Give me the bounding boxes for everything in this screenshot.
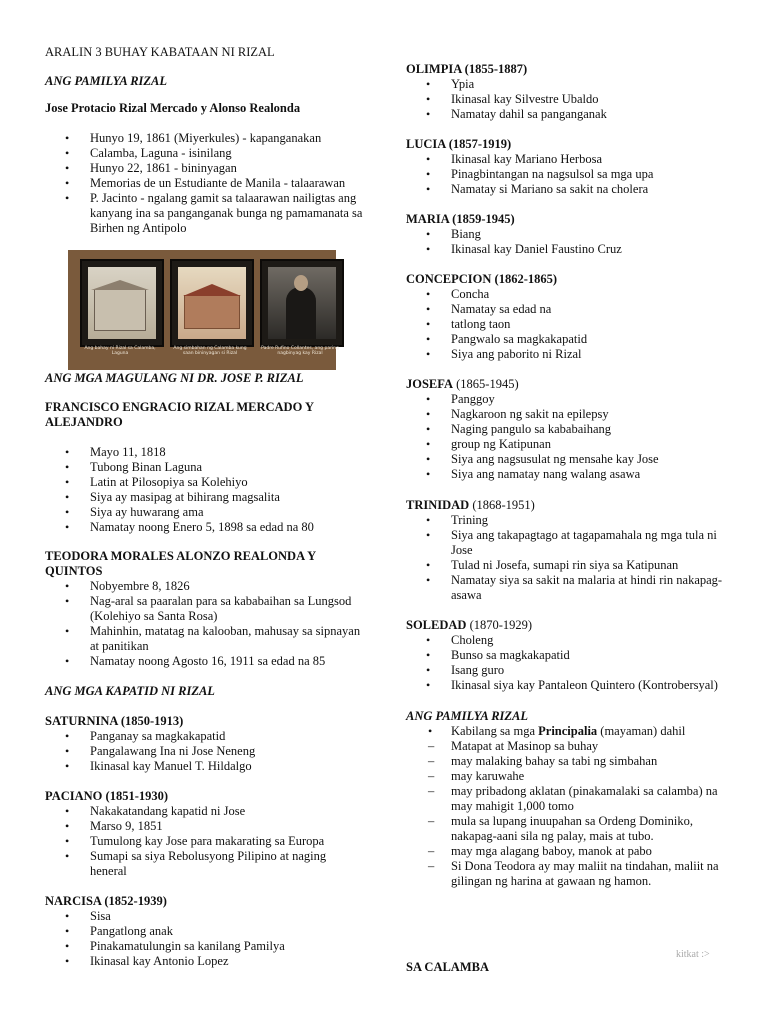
sibling-name: SATURNINA (1850-1913) xyxy=(45,714,184,728)
list-item: • Ikinasal kay Antonio Lopez xyxy=(45,954,365,969)
trinidad-list xyxy=(406,513,726,603)
sibling-years: (1868-1951) xyxy=(472,498,535,512)
list-item: • Hunyo 22, 1861 - bininyagan xyxy=(45,161,365,176)
list-item: • Latin at Pilosopiya sa Kolehiyo xyxy=(45,475,365,490)
list-item: • Siya ang paborito ni Rizal xyxy=(406,347,726,362)
list-item: • Nakakatandang kapatid ni Jose xyxy=(45,804,365,819)
father-name: FRANCISCO ENGRACIO RIZAL MERCADO Y ALEJANDRO xyxy=(45,400,314,429)
list-item: • Ypia xyxy=(406,77,726,92)
sibling-name: TRINIDAD xyxy=(406,498,470,512)
list-item: • Bunso sa magkakapatid xyxy=(406,648,726,663)
list-item: • Tubong Binan Laguna xyxy=(45,460,365,475)
saturnina-list xyxy=(45,729,365,774)
list-item: – may mga alagang baboy, manok at pabo xyxy=(406,844,726,859)
maria-list xyxy=(406,227,726,257)
photo-strip xyxy=(68,250,339,370)
list-item: • Pinagbintangan na nagsulsol sa mga upa xyxy=(406,167,726,182)
list-item: • Panganay sa magkakapatid xyxy=(45,729,365,744)
list-item: • Siya ang namatay nang walang asawa xyxy=(406,467,726,482)
sibling-name: NARCISA (1852-1939) xyxy=(45,894,167,908)
list-item: • Namatay noong Agosto 16, 1911 sa edad na 85 xyxy=(45,654,365,669)
list-item: • Tulad ni Josefa, sumapi rin siya sa Katipunan xyxy=(406,558,726,573)
list-item: • Sumapi sa siya Rebolusyong Pilipino at naging heneral xyxy=(45,849,365,879)
calamba-church-photo xyxy=(170,259,254,347)
list-item: • Trining xyxy=(406,513,726,528)
list-item: • Panggoy xyxy=(406,392,726,407)
list-item: • Pangalawang Ina ni Jose Neneng xyxy=(45,744,365,759)
photo-caption: Ang bahay ni Rizal sa Calamba, Laguna xyxy=(84,346,156,356)
list-item: • Namatay dahil sa panganganak xyxy=(406,107,726,122)
mother-list xyxy=(45,579,365,669)
mother-name: TEODORA MORALES ALONZO REALONDA Y QUINTOS xyxy=(45,549,316,578)
list-item: – Si Dona Teodora ay may maliit na tindahan, maliit na gilingan ng harina at gawaan ng hamon. xyxy=(406,859,726,889)
list-item: • Siya ang nagsusulat ng mensahe kay Jose xyxy=(406,452,726,467)
olimpia-list xyxy=(406,77,726,122)
list-item: • Nobyembre 8, 1826 xyxy=(45,579,365,594)
parents-heading: ANG MGA MAGULANG NI DR. JOSE P. RIZAL xyxy=(45,371,304,385)
list-item: • Kabilang sa mga Principalia (mayaman) dahil xyxy=(406,724,726,739)
list-item: – may malaking bahay sa tabi ng simbahan xyxy=(406,754,726,769)
list-item: • Ikinasal kay Silvestre Ubaldo xyxy=(406,92,726,107)
list-item: • P. Jacinto - ngalang gamit sa talaarawan nailigtas ang kanyang ina sa panganganak bunga ng pamamanata sa Birhen ng Antipolo xyxy=(45,191,365,236)
sibling-header xyxy=(406,377,726,392)
sibling-name: OLIMPIA (1855-1887) xyxy=(406,62,528,76)
list-item: • Siya ay masipag at bihirang magsalita xyxy=(45,490,365,505)
list-item: • Mahinhin, matatag na kalooban, mahusay sa sipnayan at panitikan xyxy=(45,624,365,654)
family-heading: ANG PAMILYA RIZAL xyxy=(406,709,529,723)
list-item: • Nagkaroon ng sakit na epilepsy xyxy=(406,407,726,422)
photo-caption: Ang simbahan ng Calamba kung saan bininyagan si Rizal xyxy=(173,346,247,356)
list-item: • Naging pangulo sa kababaihang xyxy=(406,422,726,437)
list-item: • Nag-aral sa paaralan para sa kababaihan sa Lungsod (Kolehiyo sa Santa Rosa) xyxy=(45,594,365,624)
sibling-name: CONCEPCION (1862-1865) xyxy=(406,272,558,286)
list-item: • Hunyo 19, 1861 (Miyerkules) - kapanganakan xyxy=(45,131,365,146)
sibling-name: PACIANO (1851-1930) xyxy=(45,789,169,803)
family-heading: ANG PAMILYA RIZAL xyxy=(45,74,168,88)
list-item: • Namatay sa edad na xyxy=(406,302,726,317)
list-item: • Ikinasal kay Mariano Herbosa xyxy=(406,152,726,167)
list-item: – Matapat at Masinop sa buhay xyxy=(406,739,726,754)
list-item: • Calamba, Laguna - isinilang xyxy=(45,146,365,161)
josefa-list xyxy=(406,392,726,482)
list-item: • Ikinasal kay Manuel T. Hildalgo xyxy=(45,759,365,774)
document-title: ARALIN 3 BUHAY KABATAAN NI RIZAL xyxy=(45,45,275,59)
siblings-heading: ANG MGA KAPATID NI RIZAL xyxy=(45,684,215,698)
list-item: • Pinakamatulungin sa kanilang Pamilya xyxy=(45,939,365,954)
list-item: • Pangatlong anak xyxy=(45,924,365,939)
list-item: • Isang guro xyxy=(406,663,726,678)
sibling-name: LUCIA (1857-1919) xyxy=(406,137,512,151)
list-item: • Namatay siya sa sakit na malaria at hindi rin nakapag-asawa xyxy=(406,573,726,603)
list-item: • Namatay si Mariano sa sakit na cholera xyxy=(406,182,726,197)
sibling-name: JOSEFA xyxy=(406,377,453,391)
paciano-list xyxy=(45,804,365,879)
list-item: • Siya ay huwarang ama xyxy=(45,505,365,520)
priest-portrait-photo xyxy=(260,259,344,347)
full-name: Jose Protacio Rizal Mercado y Alonso Realonda xyxy=(45,101,301,115)
photo-caption: Padre Rufino Collantes, ang paring nagbinyag kay Rizal xyxy=(261,346,339,356)
list-item: • Siya ang takapagtago at tagapamahala ng mga tula ni Jose xyxy=(406,528,726,558)
rizal-house-photo xyxy=(80,259,164,347)
list-item: – mula sa lupang inuupahan sa Ordeng Dominiko, nakapag-aani sila ng palay, mais at tubo. xyxy=(406,814,726,844)
lucia-list xyxy=(406,152,726,197)
list-item: – may pribadong aklatan (pinakamalaki sa calamba) na may mahigit 1,000 tomo xyxy=(406,784,726,814)
principalia-term: Principalia xyxy=(538,724,598,738)
list-item: • Tumulong kay Jose para makarating sa Europa xyxy=(45,834,365,849)
list-item: • Ikinasal siya kay Pantaleon Quintero (Kontrobersyal) xyxy=(406,678,726,693)
narcisa-list xyxy=(45,909,365,969)
sibling-name: MARIA (1859-1945) xyxy=(406,212,515,226)
sibling-years: (1870-1929) xyxy=(469,618,533,632)
list-item: – may karuwahe xyxy=(406,769,726,784)
sibling-header xyxy=(406,498,726,513)
sa-calamba-heading: SA CALAMBA xyxy=(406,960,489,974)
list-item: • Mayo 11, 1818 xyxy=(45,445,365,460)
concepcion-list xyxy=(406,287,726,362)
kitkat-note: kitkat :> xyxy=(676,949,710,960)
list-item: • Marso 9, 1851 xyxy=(45,819,365,834)
list-item: • tatlong taon xyxy=(406,317,726,332)
list-item: • Ikinasal kay Daniel Faustino Cruz xyxy=(406,242,726,257)
father-list xyxy=(45,445,365,535)
list-item: • Concha xyxy=(406,287,726,302)
list-item: • Biang xyxy=(406,227,726,242)
family-status-list xyxy=(406,724,726,889)
list-item: • Memorias de un Estudiante de Manila - talaarawan xyxy=(45,176,365,191)
sibling-years: (1865-1945) xyxy=(456,377,519,391)
bio-list xyxy=(45,131,365,236)
soledad-list xyxy=(406,633,726,693)
sibling-name: SOLEDAD xyxy=(406,618,467,632)
list-item: • group ng Katipunan xyxy=(406,437,726,452)
list-item: • Namatay noong Enero 5, 1898 sa edad na 80 xyxy=(45,520,365,535)
list-item: • Pangwalo sa magkakapatid xyxy=(406,332,726,347)
sibling-header xyxy=(406,618,726,633)
list-item: • Choleng xyxy=(406,633,726,648)
list-item: • Sisa xyxy=(45,909,365,924)
